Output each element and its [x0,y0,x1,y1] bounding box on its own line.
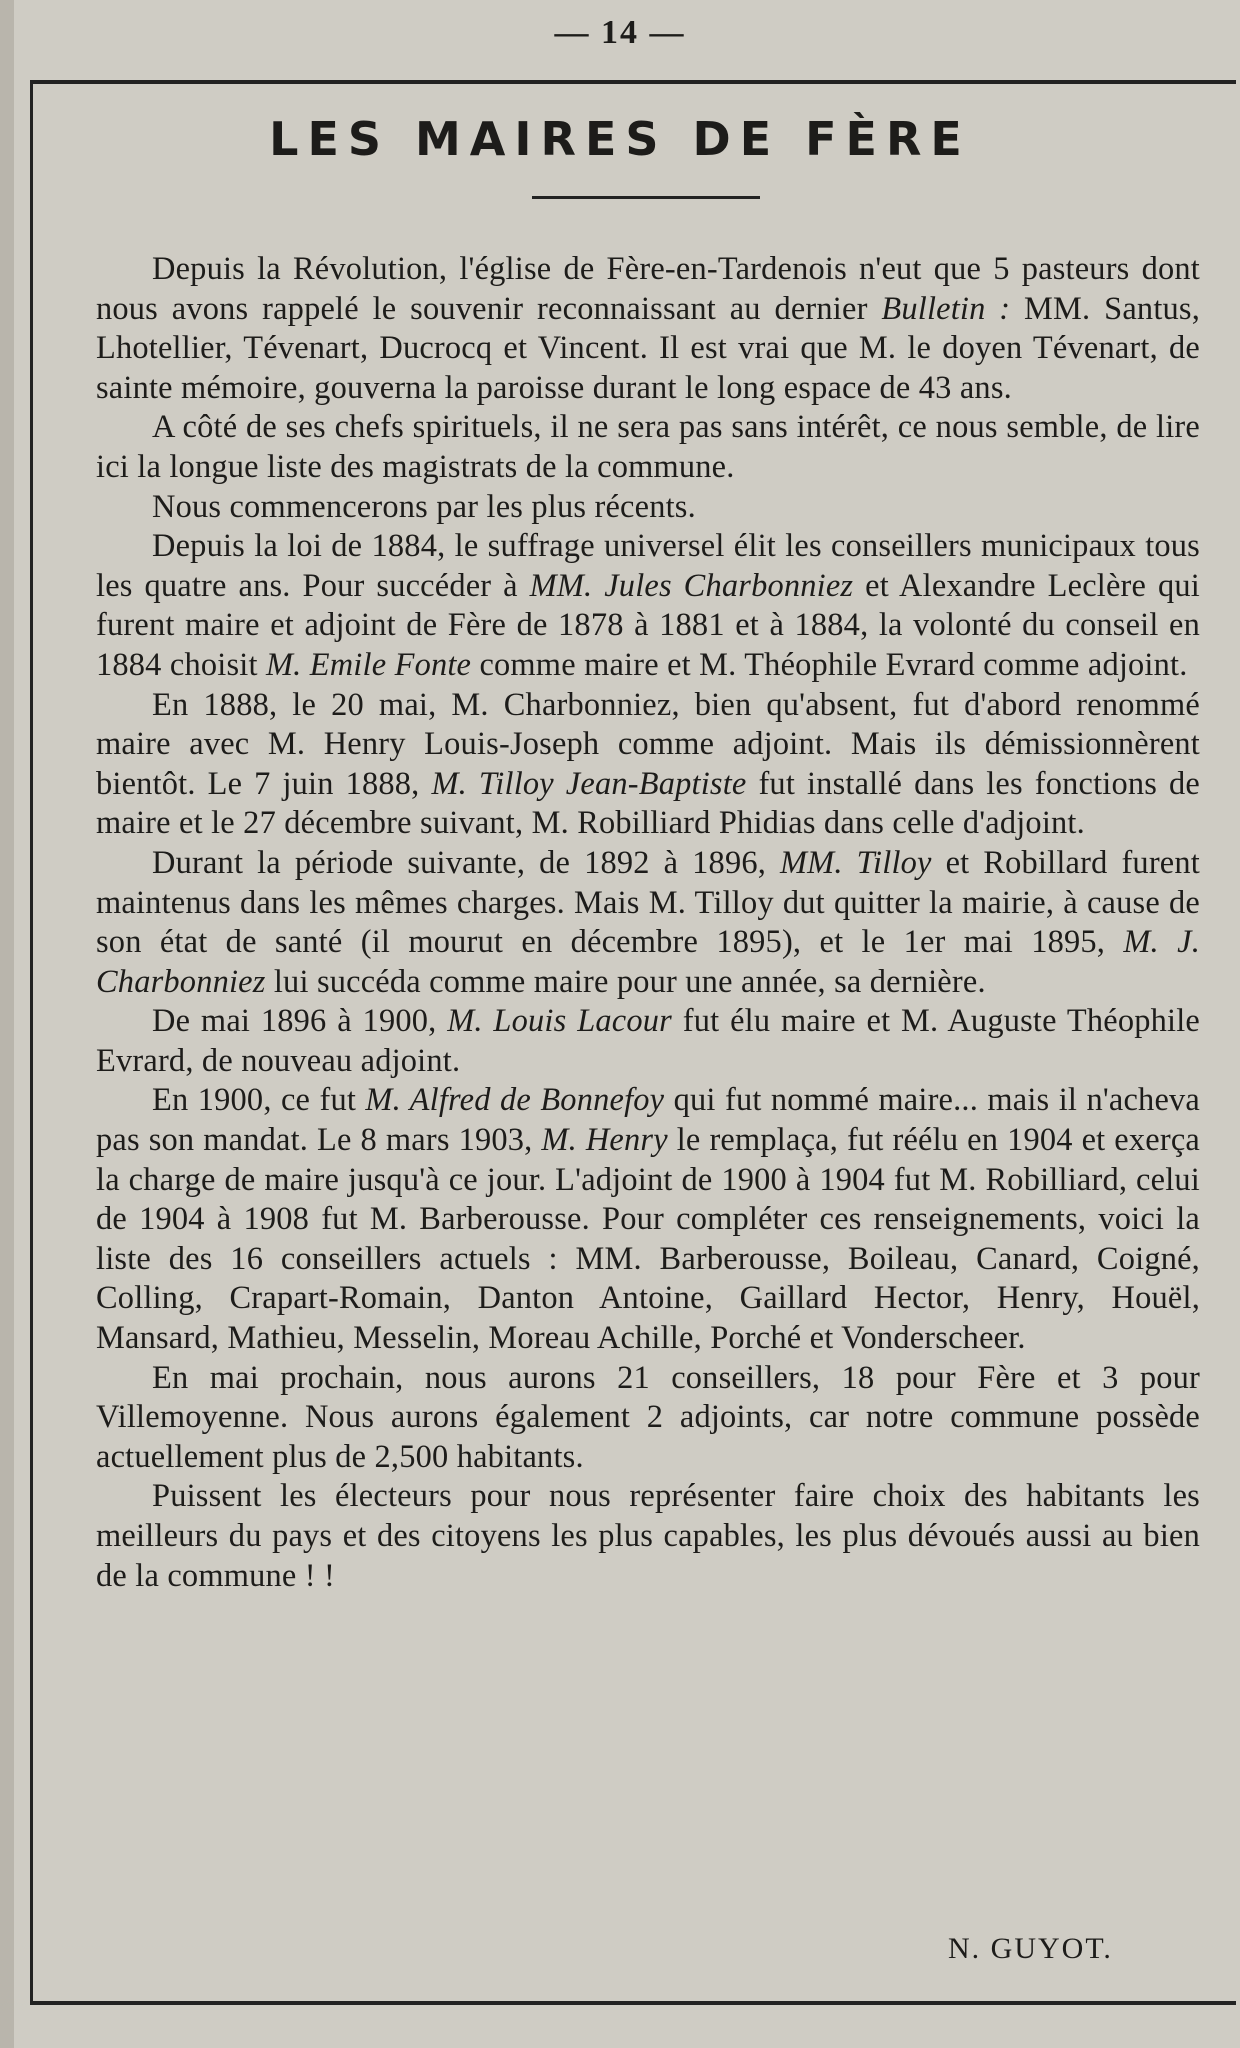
article-title: LES MAIRES DE FÈRE [269,112,971,166]
paragraph [96,1477,1200,1596]
paragraph [96,408,1200,487]
text-run: Puissent les électeurs pour nous représenter faire choix des habitants les meilleurs du pays et des citoyens les plus capables, les plus dévoués aussi au bien de la commune ! ! [96,1478,1200,1594]
text-run: lui succéda comme maire pour une année, sa dernière. [265,963,986,1000]
text-run: En 1888, le 20 mai, M. Charbonniez, bien qu'absent, fut d'abord renommé maire avec M. Henry Louis-Joseph comme adjoint. Mais ils démissionnèrent bientôt. Le 7 juin 1888, [96,686,1200,802]
paragraph [96,1081,1200,1358]
text-run: et Robillard furent maintenus dans les mêmes charges. Mais M. Tilloy dut quitter la mairie, à cause de son état de santé (il mourut en décembre 1895), et le 1er mai 1895, [96,844,1200,961]
text-run: De mai 1896 à 1900, [152,1003,448,1040]
text-run: comme maire et M. Théophile Evrard comme adjoint. [471,646,1188,683]
text-run: Depuis la loi de 1884, le suffrage universel élit les conseillers municipaux tous les quatre ans. Pour succéder à [96,528,1200,604]
page-number: — 14 — [554,14,686,51]
italic-text: Bulletin : [881,290,1011,327]
text-run: A côté de ses chefs spirituels, il ne sera pas sans intérêt, ce nous semble, de lire ici la longue liste des magistrats de la commune. [96,409,1200,485]
title-underline [532,196,760,199]
italic-text: M. Henry [541,1122,668,1159]
text-run: En 1900, ce fut [152,1082,366,1119]
paragraph [96,488,1200,528]
text-run: Depuis la Révolution, l'église de Fère-en-Tardenois n'eut que 5 pasteurs dont nous avons rappelé le souvenir reconnaissant au dernier [96,251,1200,327]
page-edge [0,0,14,2048]
text-run: MM. Santus, Lhotellier, Tévenart, Ducrocq et Vincent. Il est vrai que M. le doyen Tévenart, de sainte mémoire, gouverna la paroisse durant le long espace de 43 ans. [96,290,1201,406]
text-run: qui fut nommé maire... mais il n'acheva pas son mandat. Le 8 mars 1903, [96,1082,1201,1159]
text-run: Durant la période suivante, de 1892 à 1896, [152,844,780,881]
text-run: fut élu maire et M. Auguste Théophile Evrard, de nouveau adjoint. [96,1003,1200,1079]
paragraph [96,686,1200,844]
italic-text: M. Emile Fonte [265,646,472,683]
text-run: le remplaça, fut réélu en 1904 et exerça la charge de maire jusqu'à ce jour. L'adjoint de 1900 à 1904 fut M. Robilliard, celui de 1904 à 1908 fut M. Barberousse. Pour compléter ces renseignements, voici la liste des 16 conseillers actuels : MM. Barberousse, Boileau, Canard, Coigné, Colling, Crapart-Romain, Danton Antoine, Gaillard Hector, Henry, Houël, Mansard, Mathieu, Messelin, Moreau Achille, Porché et Vonderscheer. [96,1122,1200,1357]
author-signature: N. GUYOT. [948,1932,1113,1965]
italic-text: M. Louis Lacour [447,1003,672,1040]
paragraph [96,1359,1200,1478]
paragraph [96,250,1200,408]
article-body [96,250,1200,1596]
paragraph [96,844,1200,1002]
italic-text: MM. Tilloy [780,844,932,881]
paragraph [96,1002,1200,1081]
text-run: En mai prochain, nous aurons 21 conseillers, 18 pour Fère et 3 pour Villemoyenne. Nous aurons également 2 adjoints, car notre commune possède actuellement plus de 2,500 habitants. [96,1359,1200,1475]
text-run: Nous commencerons par les plus récents. [152,488,696,525]
italic-text: MM. Jules Charbonniez [529,567,854,604]
text-run: et Alexandre Leclère qui furent maire et adjoint de Fère de 1878 à 1881 et à 1884, la volonté du conseil en 1884 choisit [96,567,1201,683]
italic-text: M. Tilloy Jean-Baptiste [431,765,747,802]
text-run: fut installé dans les fonctions de maire et le 27 décembre suivant, M. Robilliard Phidias dans celle d'adjoint. [96,765,1200,842]
paragraph [96,527,1200,685]
italic-text: M. J. Charbonniez [96,924,1200,1000]
italic-text: M. Alfred de Bonnefoy [365,1082,665,1119]
